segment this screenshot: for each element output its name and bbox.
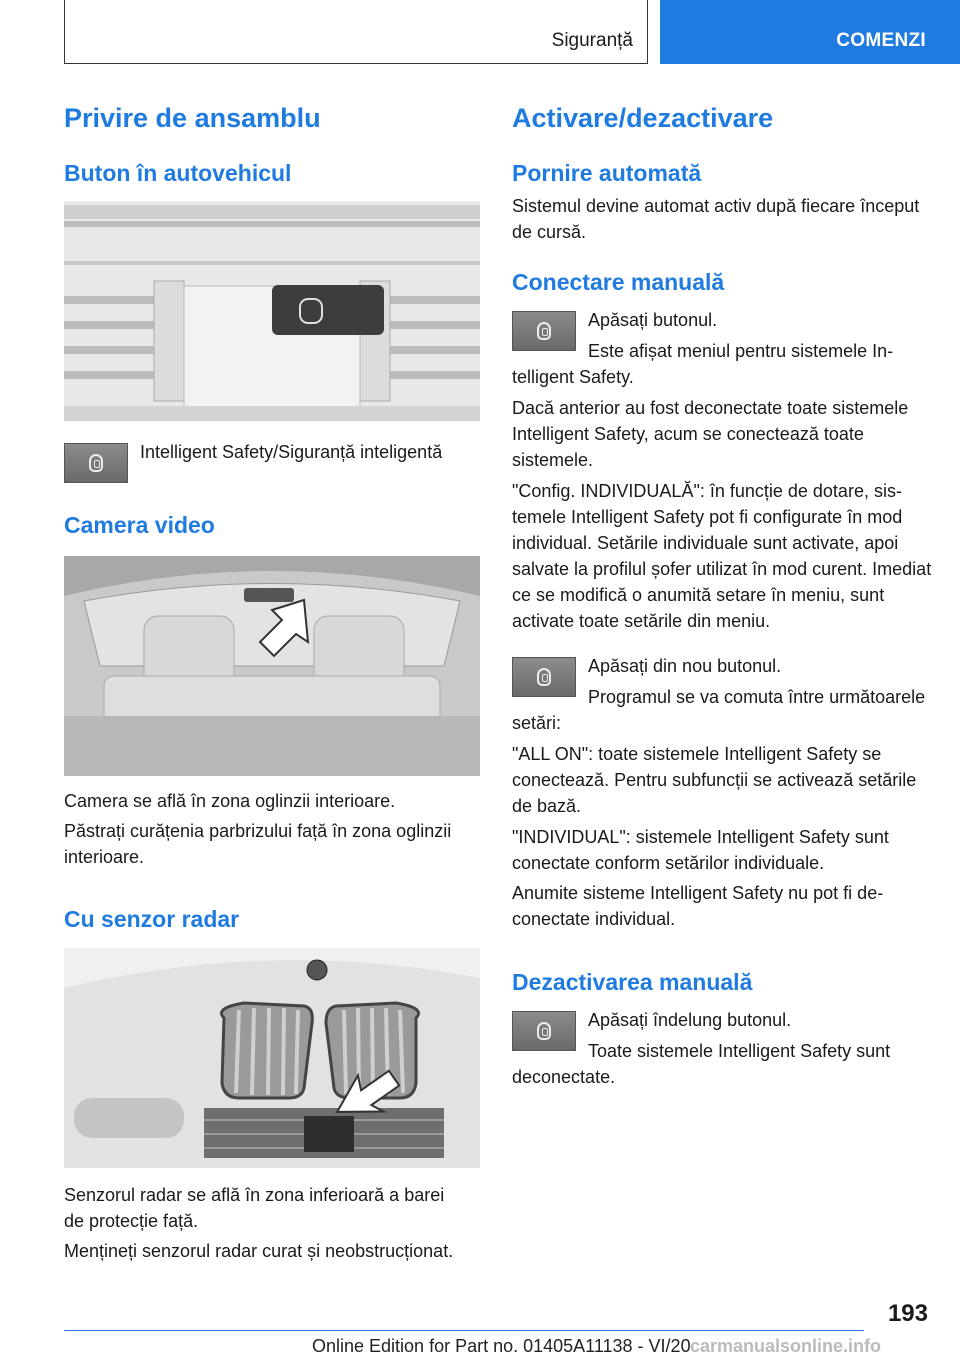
manual-connect-heading: Conectare manuală xyxy=(512,269,725,295)
radar-front-illustration xyxy=(64,948,480,1168)
header-section-title: Siguranță xyxy=(551,30,633,51)
button-in-vehicle-heading: Buton în autovehicul xyxy=(64,160,292,186)
intelligent-safety-button-icon xyxy=(64,443,128,483)
radar-cleaning-text: Mențineți senzorul radar curat și neobstrucționat. xyxy=(64,1241,454,1261)
auto-start-text: Sistemul devine automat activ după fiecare început de cursă. xyxy=(512,196,920,242)
all-on-setting-text: "ALL ON": toate sistemele Intelligent Safety se conectează. Pentru subfuncții se activează setările de bază. xyxy=(512,744,917,816)
button-caption: Intelligent Safety/Siguranță inteligentă xyxy=(140,442,443,462)
manual-connect-step-press: Apăsați butonul. xyxy=(588,310,718,330)
camera-interior-illustration xyxy=(64,556,480,776)
camera-location-text: Camera se află în zona oglinzii interioare. xyxy=(64,791,396,811)
camera-cleaning-text: Păstrați curățenia parbrizului față în zona oglinzii interioare. xyxy=(64,821,452,867)
page-number: 193 xyxy=(887,1300,928,1327)
header-section-box xyxy=(64,0,648,64)
manual-connect-step-menu: Este afișat meniul pentru sistemele Intelligent Safety. xyxy=(512,341,894,387)
press-again-step: Apăsați din nou butonul. xyxy=(588,656,782,676)
dashboard-button-illustration xyxy=(64,201,480,421)
radar-heading: Cu senzor radar xyxy=(64,906,240,932)
activation-heading: Activare/dezactivare xyxy=(512,103,774,133)
manual-connect-individual-config: "Config. INDIVIDUALĂ": în funcție de dotare, sistemele Intelligent Safety pot fi configurate în mod individual. Setările individuale sunt activate, apoi salvate la profilul șofer utilizat în mod curent. Imediat ce se modifică o anumită setare în meniu, sunt activate toate setările din meniu. xyxy=(512,481,932,631)
long-press-step: Apăsați îndelung butonul. xyxy=(588,1010,792,1030)
footer-divider xyxy=(64,1330,864,1331)
footer-edition: Online Edition for Part no. 01405A11138 - VI/20 xyxy=(312,1336,691,1356)
individual-setting-text: "INDIVIDUAL": sistemele Intelligent Safety sunt conectate conform setărilor individuale. xyxy=(512,827,889,873)
dashboard-button-photo xyxy=(64,201,480,421)
header-chapter-title: COMENZI xyxy=(836,30,926,51)
press-again-toggle-info: Programul se va comuta între următoarele setări: xyxy=(512,687,926,733)
radar-front-photo xyxy=(64,948,480,1168)
deactivation-result-text: Toate sistemele Intelligent Safety sunt deconectate. xyxy=(512,1041,891,1087)
camera-heading: Camera video xyxy=(64,512,215,538)
overview-heading: Privire de ansamblu xyxy=(64,103,321,133)
manual-connect-info: Dacă anterior au fost deconectate toate sistemele Intelligent Safety, acum se conectează toate sistemele. xyxy=(512,398,909,470)
auto-start-heading: Pornire automată xyxy=(512,160,702,186)
footer-watermark: carmanualsonline.info xyxy=(690,1336,882,1356)
header-chapter-box xyxy=(660,0,960,64)
non-disconnectable-note: Anumite sisteme Intelligent Safety nu pot fi deconectate individual. xyxy=(512,883,884,929)
manual-deactivation-heading: Dezactivarea manuală xyxy=(512,969,753,995)
camera-interior-photo xyxy=(64,556,480,776)
radar-location-text: Senzorul radar se află în zona inferioară a barei de protecție față. xyxy=(64,1185,445,1231)
